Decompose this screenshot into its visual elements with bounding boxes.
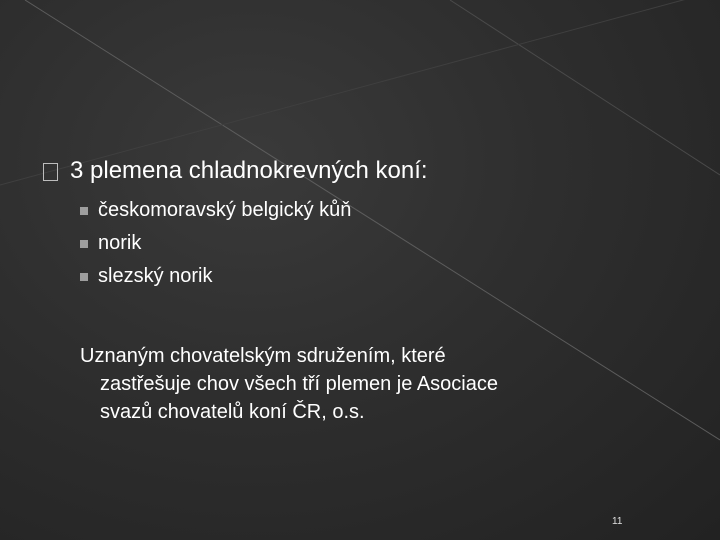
- association-paragraph: [80, 342, 660, 426]
- list-item: [80, 194, 351, 227]
- list-item-text: norik: [98, 232, 142, 254]
- list-item: [80, 260, 351, 293]
- paragraph-line: zastřešuje chov všech tří plemen je Asociace: [100, 373, 498, 395]
- square-bullet-icon: [80, 240, 88, 248]
- list-item: [80, 227, 351, 260]
- square-bullet-icon: [80, 273, 88, 281]
- list-item-text: slezský norik: [98, 265, 213, 287]
- list-item-text: českomoravský belgický kůň: [98, 199, 352, 221]
- paragraph-line: svazů chovatelů koní ČR, o.s.: [100, 401, 365, 423]
- breed-list: [80, 194, 351, 293]
- heading-text: 3 plemena chladnokrevných koní:: [70, 157, 428, 184]
- paragraph-line: Uznaným chovatelským sdružením, které: [80, 345, 446, 367]
- box-bullet-icon: [43, 163, 58, 181]
- slide-number: 11: [612, 516, 623, 527]
- heading-bullet: [43, 156, 428, 186]
- square-bullet-icon: [80, 207, 88, 215]
